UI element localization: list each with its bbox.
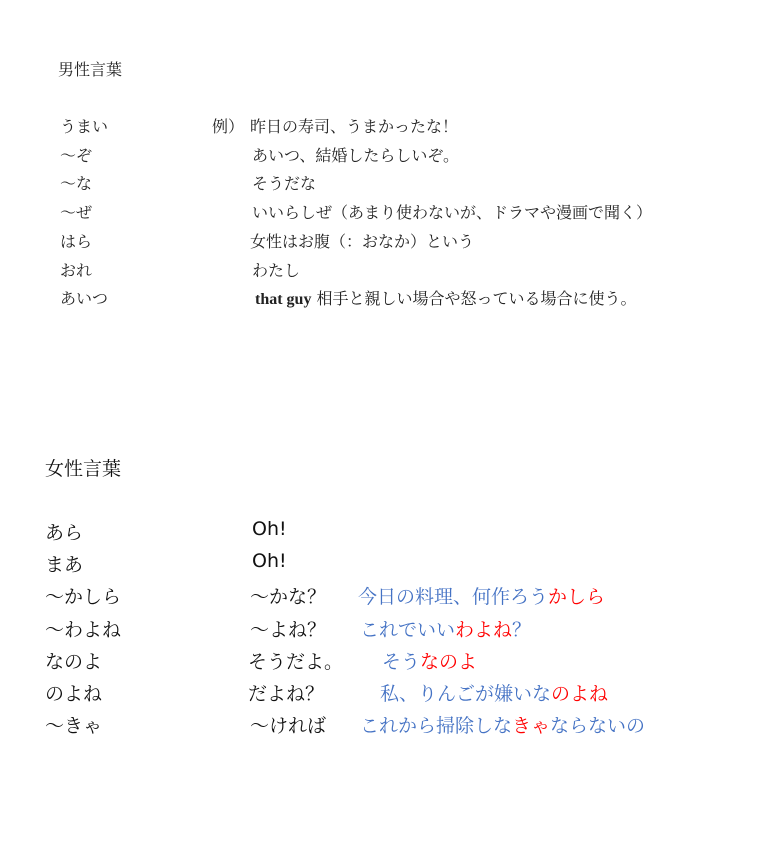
female-term: のよね [45, 683, 103, 705]
female-example [382, 647, 477, 674]
female-section-title: 女性言葉 [45, 458, 122, 480]
female-example [358, 582, 605, 609]
male-term: あいつ [60, 289, 109, 308]
male-example: いいらしぜ（あまり使わないが、ドラマや漫画で聞く） [252, 203, 653, 222]
example-highlight: かしら [548, 586, 606, 608]
male-section-title: 男性言葉 [58, 60, 123, 79]
female-meaning: だよね？ [248, 683, 325, 705]
female-term: あら [45, 522, 84, 544]
male-example: 女性はお腹（：おなか）という [250, 232, 475, 251]
example-highlight: わよね [455, 619, 513, 641]
female-term: ～わよね [45, 619, 122, 641]
example-text: これから掃除しな [360, 715, 513, 737]
example-text: これでいい [360, 619, 456, 641]
female-example [360, 711, 645, 738]
example-text: そう [382, 651, 421, 673]
example-highlight: なのよ [420, 651, 478, 673]
example-text: ？ [512, 619, 532, 641]
example-text: 今日の料理、何作ろう [358, 586, 549, 608]
female-meaning: ～よね？ [250, 619, 327, 641]
male-term: はら [60, 232, 93, 251]
female-meaning: ～ければ [250, 715, 327, 737]
female-meaning: Oh! [252, 550, 287, 572]
male-example-row [255, 286, 637, 309]
female-term: ～きゃ [45, 715, 103, 737]
example-prefix: 例） [212, 117, 245, 136]
male-term: ～な [60, 174, 93, 193]
male-example: そうだな [252, 174, 317, 193]
male-term: ～ぞ [60, 146, 93, 165]
male-term: うまい [60, 117, 109, 136]
male-example: 昨日の寿司、うまかったな！ [250, 117, 459, 136]
female-term: まあ [45, 554, 84, 576]
male-example: 相手と親しい場合や怒っている場合に使う。 [311, 289, 637, 308]
male-example: わたし [252, 261, 301, 280]
female-meaning: Oh! [252, 518, 287, 540]
female-meaning: ～かな？ [250, 586, 327, 608]
female-term: ～かしら [45, 586, 122, 608]
female-term: なのよ [45, 651, 103, 673]
female-meaning: そうだよ。 [248, 651, 344, 673]
male-term: おれ [60, 261, 93, 280]
example-text: ならないの [550, 715, 646, 737]
female-example [360, 615, 531, 642]
male-example: あいつ、結婚したらしいぞ。 [252, 146, 460, 165]
example-highlight: きゃ [512, 715, 551, 737]
english-gloss: that guy [255, 291, 312, 308]
example-highlight: のよね [551, 683, 609, 705]
male-term: ～ぜ [60, 203, 93, 222]
female-example [380, 679, 608, 706]
example-text: 私、りんごが嫌いな [380, 683, 552, 705]
